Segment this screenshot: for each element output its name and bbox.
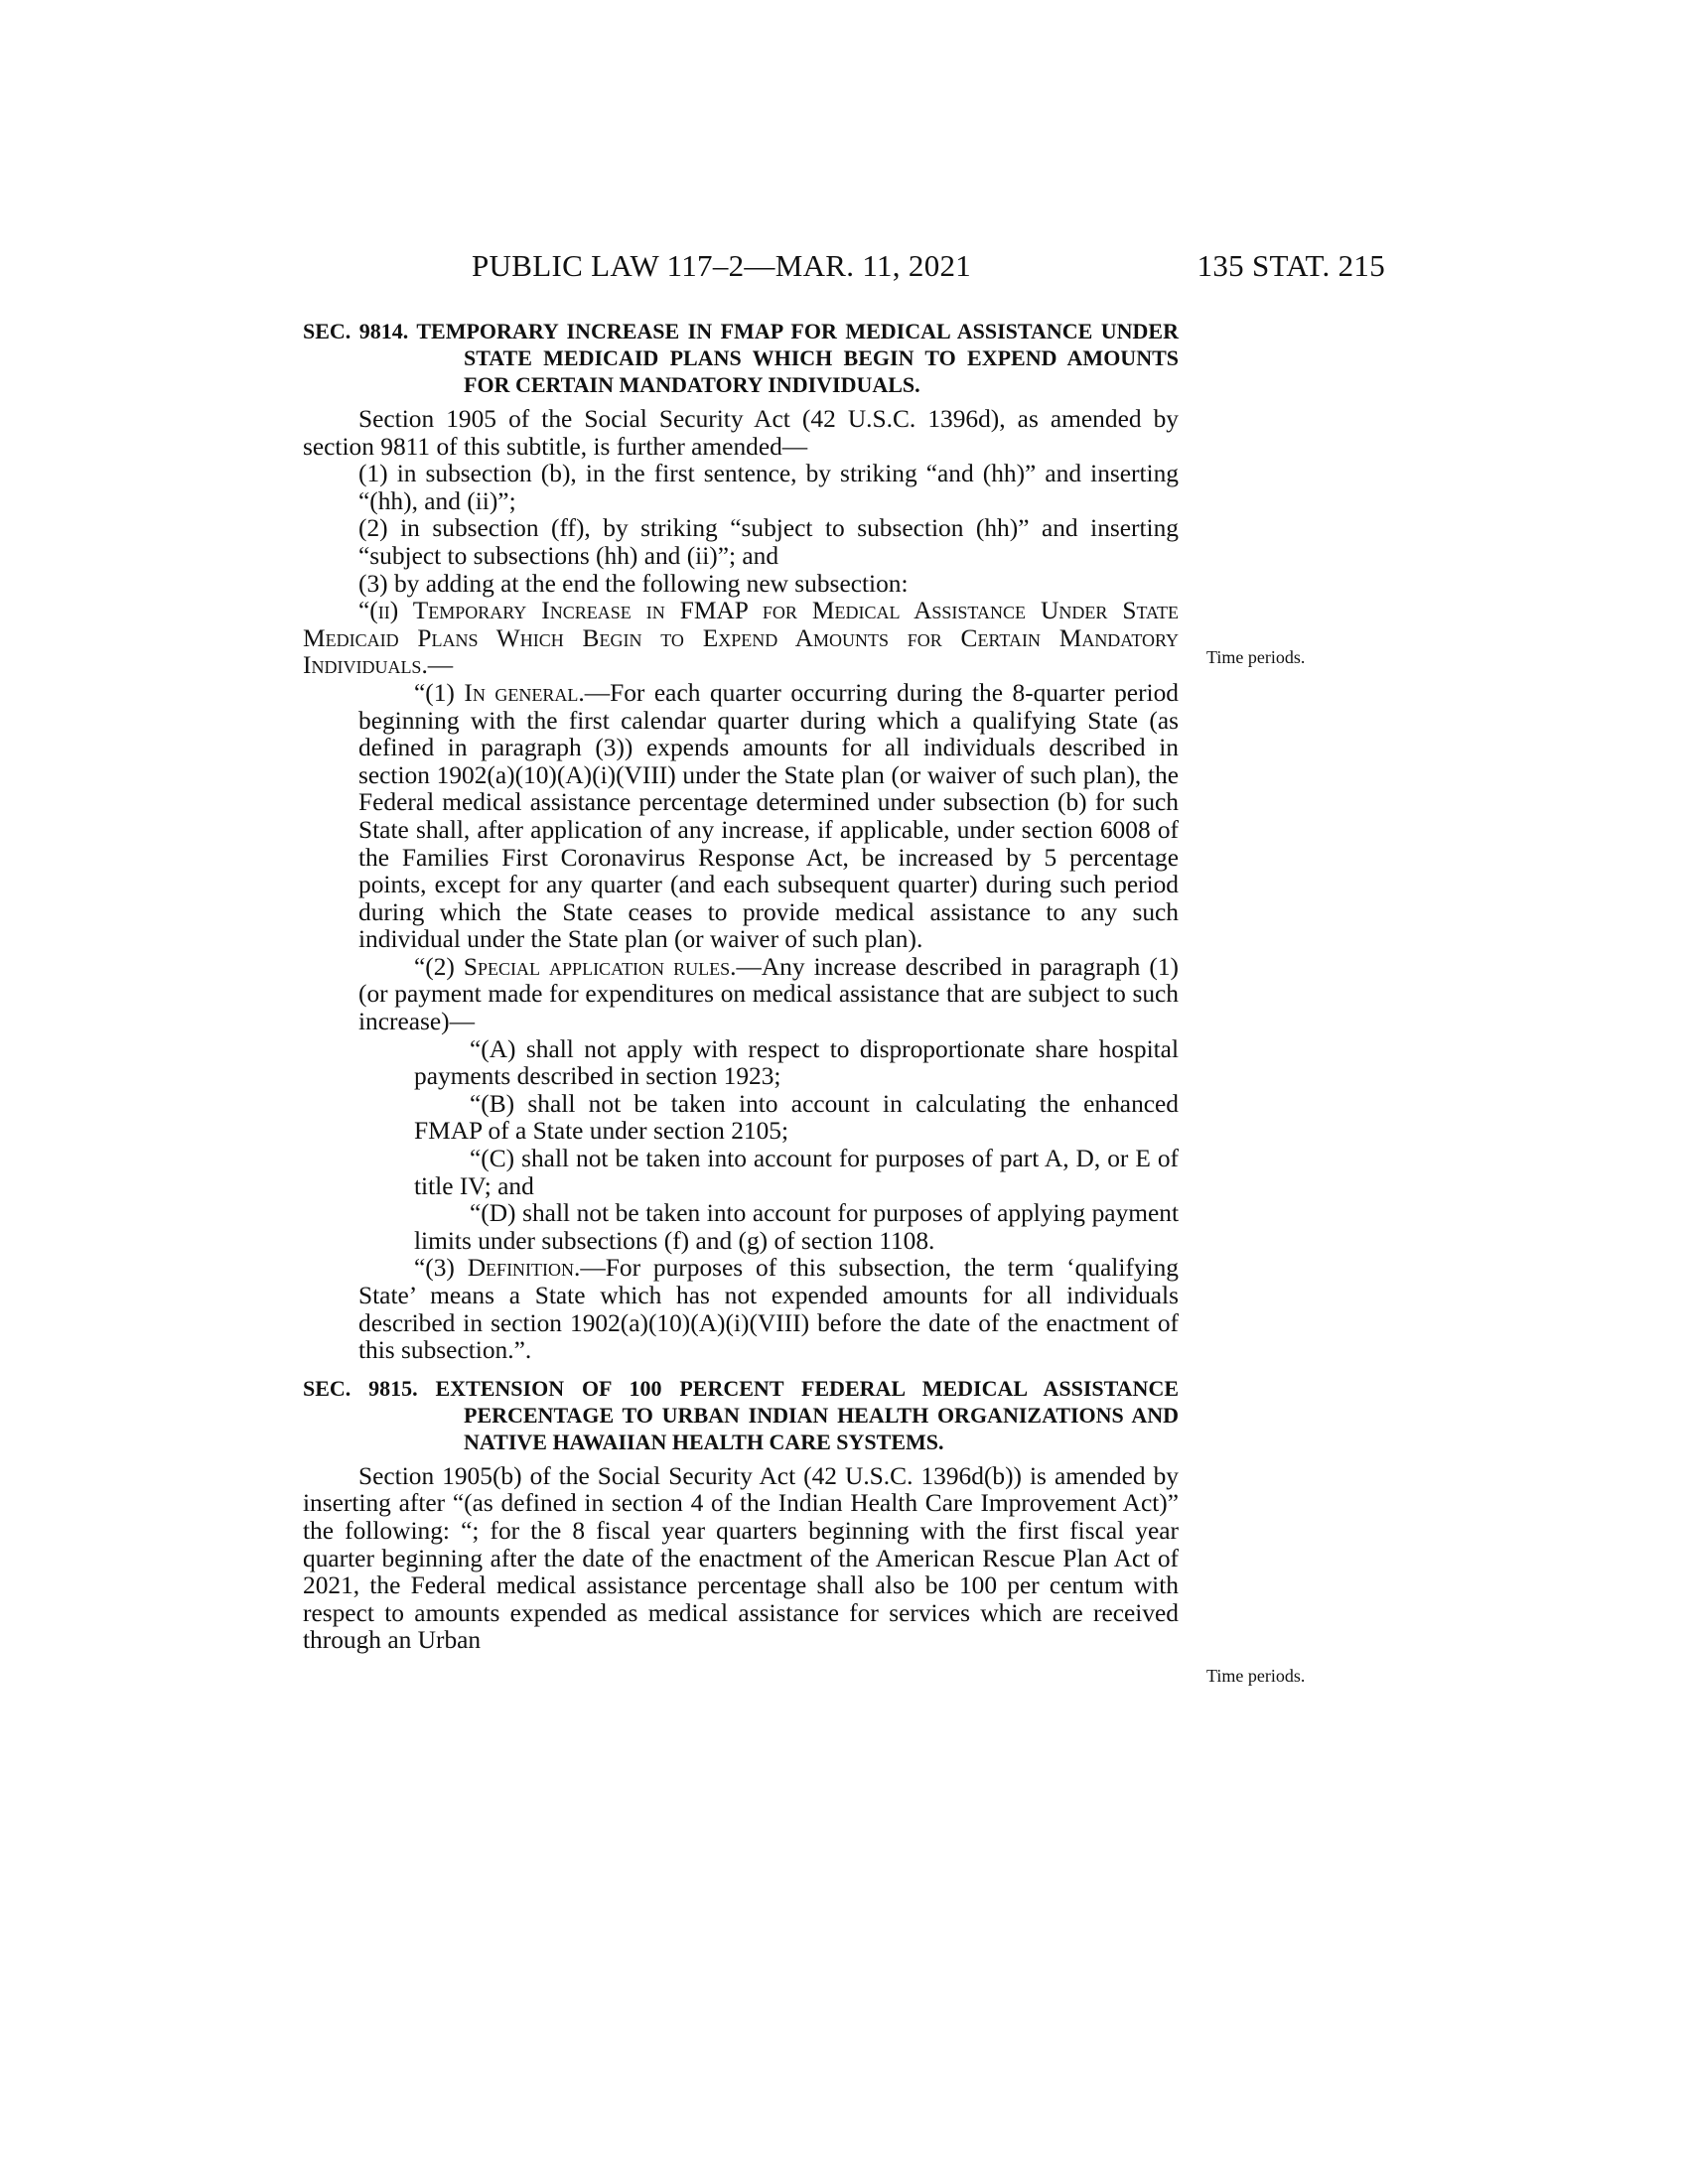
subsection-ii-heading <box>303 598 1179 680</box>
paragraph-1 <box>303 680 1179 954</box>
section-9814-intro: Section 1905 of the Social Security Act (42 U.S.C. 1396d), as amended by section 9811 of this subtitle, is further amended— <box>303 405 1179 461</box>
subparagraph-b: “(B) shall not be taken into account in calculating the enhanced FMAP of a State under section 2105; <box>414 1089 1179 1146</box>
subparagraph-a: “(A) shall not apply with respect to disproportionate share hospital payments described in section 1923; <box>414 1034 1179 1091</box>
paragraph-3-text: —For purposes of this subsection, the term ‘qualifying State’ means a State which has not expended amounts for all individuals described in section 1902(a)(10)(A)(i)(VIII) before the date of the enactment of this subsection.”. <box>358 1254 1179 1365</box>
amendment-item-3: (3) by adding at the end the following new subsection: <box>358 569 909 598</box>
margin-note-time-periods: Time periods. <box>1206 1666 1306 1686</box>
section-9815-text: Section 1905(b) of the Social Security Act (42 U.S.C. 1396d(b)) is amended by inserting after “(as defined in section 4 of the Indian Health Care Improvement Act)” the following: “; for the 8 fiscal year quarters beginning with the first fiscal year quarter beginning after the date of the enactment of the American Rescue Plan Act of 2021, the Federal medical assistance percentage shall also be 100 per centum with respect to amounts expended as medical assistance for services which are received through an Urban <box>303 1461 1179 1655</box>
subparagraph-c: “(C) shall not be taken into account for purposes of part A, D, or E of title IV; and <box>414 1145 1179 1200</box>
paragraph-2-lead: “(2) Special application rules. <box>414 952 737 981</box>
subparagraph-d: “(D) shall not be taken into account for purposes of applying payment limits under subsections (f) and (g) of section 1108. <box>414 1199 1179 1255</box>
statute-page-number: 135 STAT. 215 <box>1196 248 1385 283</box>
paragraph-1-lead: “(1) In general. <box>414 678 585 707</box>
section-9814-heading: SEC. 9814. TEMPORARY INCREASE IN FMAP FOR MEDICAL ASSISTANCE UNDER STATE MEDICAID PLANS WHICH BEGIN TO EXPEND AMOUNTS FOR CERTAIN MANDATORY INDIVIDUALS. <box>303 319 1179 397</box>
section-9815-heading: SEC. 9815. EXTENSION OF 100 PERCENT FEDERAL MEDICAL ASSISTANCE PERCENTAGE TO URBAN INDIAN HEALTH ORGANIZATIONS AND NATIVE HAWAIIAN HEALTH CARE SYSTEMS. <box>303 1375 1179 1454</box>
amendment-item-1: (1) in subsection (b), in the first sentence, by striking “and (hh)” and inserting “(hh), and (ii)”; <box>358 460 1179 515</box>
header-title: PUBLIC LAW 117–2—MAR. 11, 2021 <box>472 248 972 283</box>
margin-note-time-periods: Time periods. <box>1206 647 1306 667</box>
paragraph-2 <box>303 954 1179 1036</box>
paragraph-3 <box>303 1255 1179 1364</box>
subsection-ii-heading-text: “(ii) Temporary Increase in FMAP for Medical Assistance Under State Medicaid Plans Which Begin to Expend Amounts for Certain Mandatory Individuals.— <box>303 597 1179 680</box>
document-body <box>303 318 1179 1655</box>
paragraph-2-text: —Any increase described in paragraph (1) (or payment made for expenditures on medical assistance that are subject to such increase)— <box>358 952 1179 1036</box>
paragraph-3-lead: “(3) Definition. <box>414 1254 581 1283</box>
paragraph-1-text: —For each quarter occurring during the 8-quarter period beginning with the first calendar quarter during which a qualifying State (as defined in paragraph (3)) expends amounts for all individuals described in section 1902(a)(10)(A)(i)(VIII) under the State plan (or waiver of such plan), the Federal medical assistance percentage determined under subsection (b) for such State shall, after application of any increase, if applicable, under section 6008 of the Families First Coronavirus Response Act, be increased by 5 percentage points, except for any quarter (and each subsequent quarter) during such period during which the State ceases to provide medical assistance to any such individual under the State plan (or waiver of such plan). <box>358 678 1179 954</box>
amendment-item-2: (2) in subsection (ff), by striking “subject to subsection (hh)” and inserting “subject to subsections (hh) and (ii)”; and <box>358 514 1179 570</box>
running-header <box>298 248 1385 288</box>
